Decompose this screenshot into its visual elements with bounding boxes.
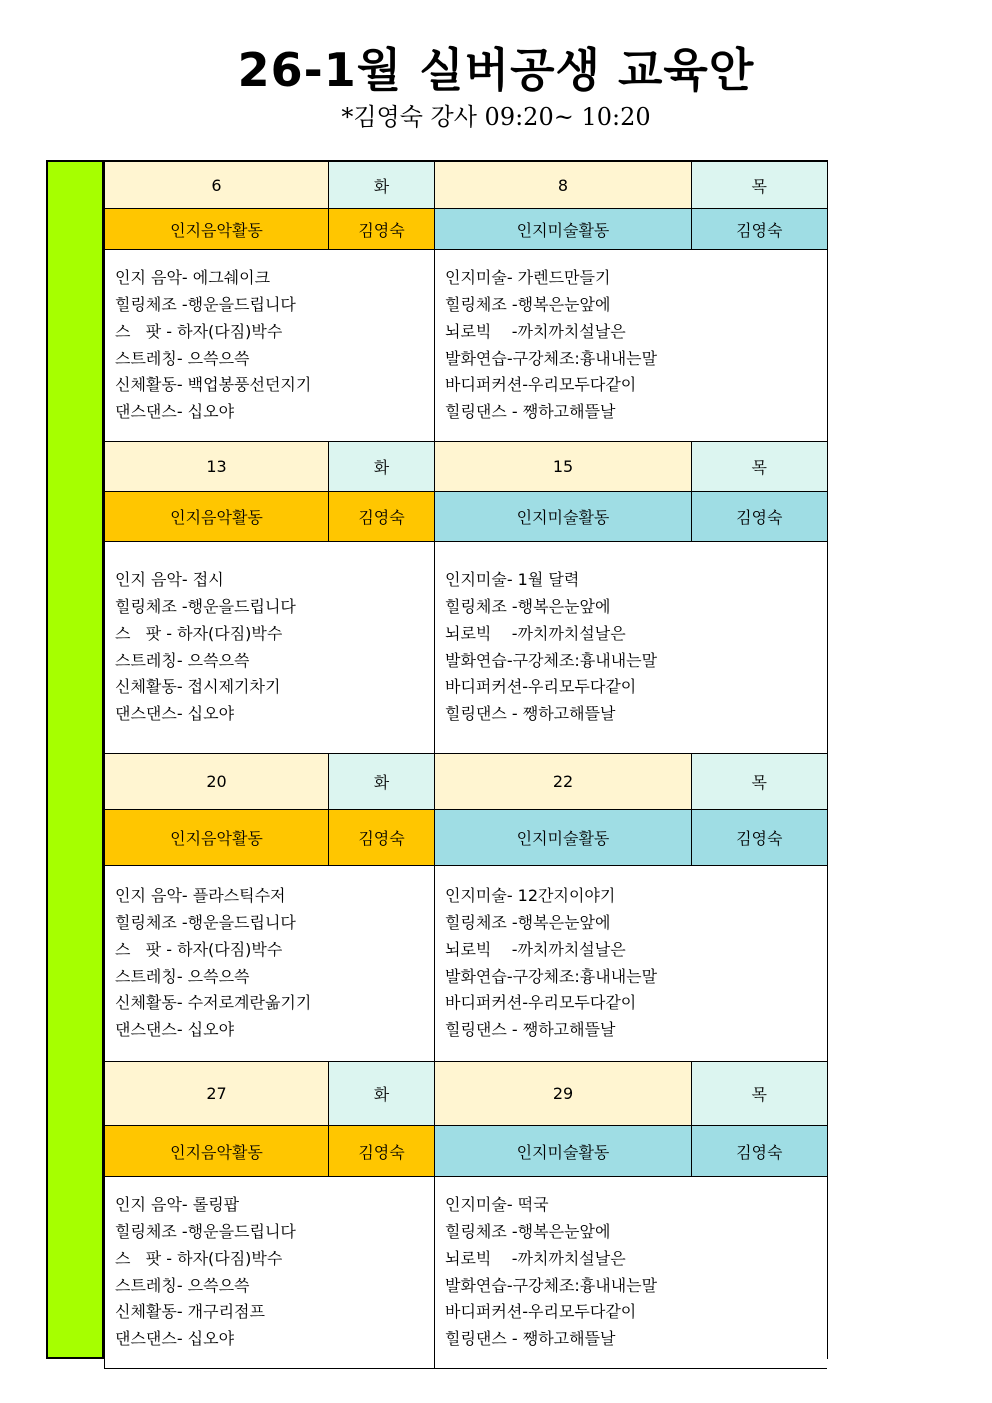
- program-line: 힐링체조 -행운을드립니다: [115, 597, 296, 617]
- week-header-row: [105, 162, 827, 209]
- weekday-cell: 목: [692, 1062, 827, 1126]
- page-subtitle: *김영숙 강사 09:20~ 10:20: [341, 103, 651, 131]
- program-row: [105, 866, 827, 1062]
- activity-row: [105, 209, 827, 250]
- program-line: 스트레칭- 으쓱으쓱: [115, 966, 250, 986]
- week-header-row: [105, 754, 827, 810]
- program-line: 신체활동- 개구리점프: [115, 1302, 265, 1322]
- program-line: 힐링댄스 - 쨍하고해뜰날: [445, 401, 616, 421]
- activity-name-art: 인지미술활동: [435, 209, 692, 250]
- activity-name-art: 인지미술활동: [435, 1126, 692, 1177]
- program-line: 스 팟 - 하자(다짐)박수: [115, 321, 283, 341]
- program-line: 인지미술- 12간지이야기: [445, 886, 616, 906]
- music-program: [105, 866, 435, 1062]
- program-line: 발화연습-구강체조:흉내내는말: [445, 348, 658, 368]
- program-line: 뇌로빅 -까치까치설날은: [445, 939, 626, 959]
- activity-name-art: 인지미술활동: [435, 492, 692, 542]
- weekday-cell: 목: [692, 162, 827, 209]
- page-title: 26-1월 실버공생 교육안: [237, 43, 755, 97]
- music-program: [105, 250, 435, 442]
- program-line: 바디퍼커션-우리모두다같이: [445, 375, 637, 395]
- activity-name-music: 인지음악활동: [105, 492, 329, 542]
- music-program: [105, 542, 435, 754]
- program-line: 힐링체조 -행복은눈앞에: [445, 1222, 611, 1242]
- art-program: [435, 1177, 827, 1369]
- program-line: 신체활동- 백업봉풍선던지기: [115, 375, 312, 395]
- program-line: 힐링체조 -행운을드립니다: [115, 1222, 296, 1242]
- program-line: 힐링체조 -행복은눈앞에: [445, 597, 611, 617]
- art-program: [435, 866, 827, 1062]
- program-line: 신체활동- 수저로계란옮기기: [115, 993, 312, 1013]
- program-line: 스 팟 - 하자(다짐)박수: [115, 939, 283, 959]
- teacher-name: 김영숙: [329, 492, 435, 542]
- program-line: 뇌로빅 -까치까치설날은: [445, 321, 626, 341]
- program-line: 힐링댄스 - 쨍하고해뜰날: [445, 1019, 616, 1039]
- schedule-frame: [46, 160, 828, 1359]
- program-line: 인지 음악- 접시: [115, 570, 224, 590]
- art-program: [435, 250, 827, 442]
- program-line: 스 팟 - 하자(다짐)박수: [115, 623, 283, 643]
- program-line: 스트레칭- 으쓱으쓱: [115, 650, 250, 670]
- program-line: 바디퍼커션-우리모두다같이: [445, 677, 637, 697]
- activity-row: [105, 1126, 827, 1177]
- side-bar: [48, 162, 104, 1357]
- program-line: 댄스댄스- 십오야: [115, 703, 235, 723]
- program-line: 힐링댄스 - 쨍하고해뜰날: [445, 1328, 616, 1348]
- activity-name-music: 인지음악활동: [105, 810, 329, 866]
- date-cell: 29: [435, 1062, 692, 1126]
- activity-name-art: 인지미술활동: [435, 810, 692, 866]
- date-cell: 15: [435, 442, 692, 492]
- schedule-table: [104, 162, 827, 1369]
- date-cell: 8: [435, 162, 692, 209]
- teacher-name: 김영숙: [329, 810, 435, 866]
- program-line: 발화연습-구강체조:흉내내는말: [445, 650, 658, 670]
- program-line: 힐링체조 -행운을드립니다: [115, 295, 296, 315]
- week-header-row: [105, 442, 827, 492]
- teacher-name: 김영숙: [692, 209, 827, 250]
- program-line: 댄스댄스- 십오야: [115, 401, 235, 421]
- program-line: 인지미술- 가렌드만들기: [445, 268, 611, 288]
- program-line: 인지 음악- 플라스틱수저: [115, 886, 286, 906]
- weekday-cell: 화: [329, 1062, 435, 1126]
- program-line: 인지미술- 1월 달력: [445, 570, 580, 590]
- program-row: [105, 1177, 827, 1369]
- program-line: 스 팟 - 하자(다짐)박수: [115, 1248, 283, 1268]
- program-row: [105, 542, 827, 754]
- date-cell: 22: [435, 754, 692, 810]
- date-cell: 13: [105, 442, 329, 492]
- teacher-name: 김영숙: [329, 1126, 435, 1177]
- program-line: 인지미술- 떡국: [445, 1195, 549, 1215]
- teacher-name: 김영숙: [692, 810, 827, 866]
- program-line: 힐링체조 -행운을드립니다: [115, 913, 296, 933]
- program-line: 댄스댄스- 십오야: [115, 1328, 235, 1348]
- program-line: 힐링댄스 - 쨍하고해뜰날: [445, 703, 616, 723]
- activity-row: [105, 810, 827, 866]
- teacher-name: 김영숙: [692, 492, 827, 542]
- program-line: 뇌로빅 -까치까치설날은: [445, 623, 626, 643]
- program-line: 힐링체조 -행복은눈앞에: [445, 913, 611, 933]
- teacher-name: 김영숙: [329, 209, 435, 250]
- program-line: 힐링체조 -행복은눈앞에: [445, 295, 611, 315]
- program-line: 발화연습-구강체조:흉내내는말: [445, 966, 658, 986]
- activity-name-music: 인지음악활동: [105, 209, 329, 250]
- program-line: 뇌로빅 -까치까치설날은: [445, 1248, 626, 1268]
- weekday-cell: 화: [329, 442, 435, 492]
- program-line: 바디퍼커션-우리모두다같이: [445, 993, 637, 1013]
- program-line: 신체활동- 접시제기차기: [115, 677, 281, 697]
- weekday-cell: 화: [329, 754, 435, 810]
- program-line: 스트레칭- 으쓱으쓱: [115, 1275, 250, 1295]
- weekday-cell: 목: [692, 442, 827, 492]
- program-line: 바디퍼커션-우리모두다같이: [445, 1302, 637, 1322]
- date-cell: 27: [105, 1062, 329, 1126]
- activity-row: [105, 492, 827, 542]
- program-line: 인지 음악- 에그쉐이크: [115, 268, 271, 288]
- music-program: [105, 1177, 435, 1369]
- activity-name-music: 인지음악활동: [105, 1126, 329, 1177]
- week-header-row: [105, 1062, 827, 1126]
- weekday-cell: 화: [329, 162, 435, 209]
- date-cell: 6: [105, 162, 329, 209]
- teacher-name: 김영숙: [692, 1126, 827, 1177]
- art-program: [435, 542, 827, 754]
- program-line: 스트레칭- 으쓱으쓱: [115, 348, 250, 368]
- program-row: [105, 250, 827, 442]
- date-cell: 20: [105, 754, 329, 810]
- program-line: 발화연습-구강체조:흉내내는말: [445, 1275, 658, 1295]
- program-line: 댄스댄스- 십오야: [115, 1019, 235, 1039]
- weekday-cell: 목: [692, 754, 827, 810]
- program-line: 인지 음악- 롤링팝: [115, 1195, 240, 1215]
